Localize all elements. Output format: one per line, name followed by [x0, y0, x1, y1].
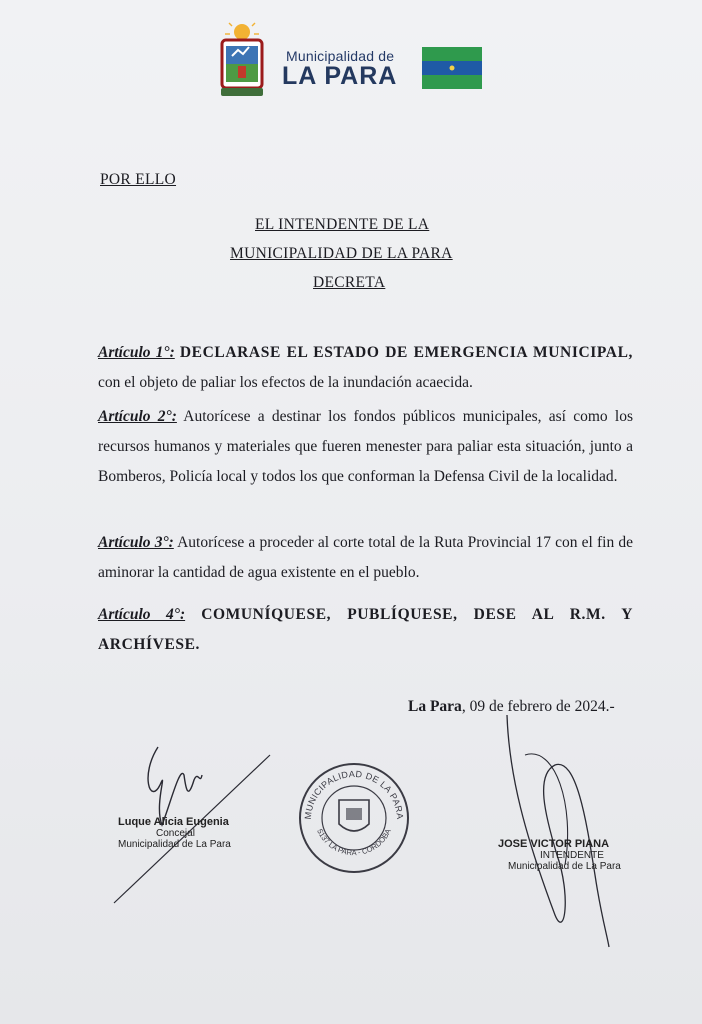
article-3	[98, 528, 633, 588]
left-signatory-org: Municipalidad de La Para	[118, 839, 231, 850]
left-signature-block	[118, 817, 231, 850]
municipality-label: Municipalidad de	[286, 48, 395, 64]
article-2	[98, 402, 633, 492]
article-1-label: Artículo 1°:	[98, 344, 175, 361]
place: La Para	[408, 698, 462, 715]
municipality-name: LA PARA	[282, 62, 398, 90]
article-3-label: Artículo 3°:	[98, 534, 174, 551]
left-signatory-name: Luque Alicia Eugenia	[118, 816, 229, 828]
right-signature-block	[498, 839, 621, 872]
por-ello-heading: POR ELLO	[100, 171, 177, 188]
article-2-text: Autorícese a destinar los fondos públicos municipales, así como los recursos humanos y materiales que fueren menester para paliar esta situación, junto a Bomberos, Policía local y todos los que conforman la Defensa Civil de la localidad.	[98, 408, 633, 485]
seal-bottom-text: 5137 LA PARA - CORDOBA	[315, 827, 393, 858]
article-1-text: con el objeto de paliar los efectos de la inundación acaecida.	[98, 374, 473, 391]
left-signatory-role: Concejal	[156, 828, 195, 839]
right-signatory-org: Municipalidad de La Para	[508, 861, 621, 872]
flag-icon	[422, 47, 482, 89]
article-1-bold: DECLARASE EL ESTADO DE EMERGENCIA MUNICIPAL,	[179, 344, 633, 361]
right-signatory-role: INTENDENTE	[540, 850, 604, 861]
article-4-label: Artículo 4°:	[98, 606, 186, 623]
seal-top-text: MUNICIPALIDAD DE LA PARA	[302, 768, 406, 820]
article-4	[98, 600, 633, 660]
place-date	[408, 698, 615, 716]
right-signature-scribble	[495, 715, 625, 950]
title-line-3: DECRETA	[313, 274, 386, 291]
coat-of-arms-icon	[218, 22, 266, 100]
article-1	[98, 338, 633, 398]
date: , 09 de febrero de 2024.-	[461, 698, 615, 715]
svg-text:5137 LA PARA - CORDOBA	[315, 827, 393, 857]
title-line-1: EL INTENDENTE DE LA	[255, 216, 430, 233]
article-3-text: Autorícese a proceder al corte total de la Ruta Provincial 17 con el fin de aminorar la cantidad de agua existente en el pueblo.	[98, 534, 633, 581]
municipal-seal	[297, 762, 411, 874]
title-line-2: MUNICIPALIDAD DE LA PARA	[230, 245, 453, 262]
article-2-label: Artículo 2°:	[98, 408, 177, 425]
right-signatory-name: JOSE VICTOR PIANA	[498, 838, 610, 850]
letterhead	[218, 22, 488, 102]
article-4-bold: COMUNÍQUESE, PUBLÍQUESE, DESE AL R.M. Y ARCHÍVESE.	[98, 606, 633, 653]
